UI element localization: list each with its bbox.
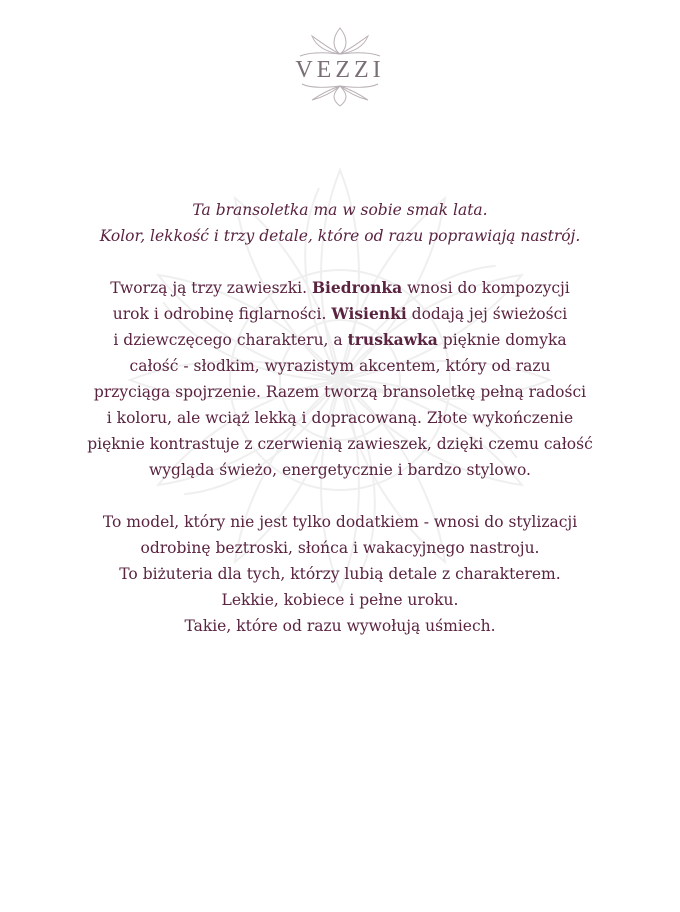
- text-line: całość - słodkim, wyrazistym akcentem, który od razu: [129, 357, 551, 375]
- brand-logo: [290, 24, 390, 108]
- text-span: pięknie domyka: [442, 331, 567, 349]
- intro-line: Ta bransoletka ma w sobie smak lata.: [192, 201, 488, 219]
- brand-name: VEZZI: [295, 57, 385, 83]
- charm-name-ladybug: Biedronka: [311, 278, 403, 297]
- text-line: Lekkie, kobiece i pełne uroku.: [221, 591, 459, 609]
- paragraph-charms: [20, 275, 660, 483]
- description: [20, 197, 660, 665]
- intro-line: Kolor, lekkość i trzy detale, które od razu poprawiają nastrój.: [99, 227, 581, 245]
- text-line: [20, 327, 660, 353]
- intro: [20, 197, 660, 249]
- text-line: odrobinę beztroski, słońca i wakacyjnego nastroju.: [140, 539, 540, 557]
- text-line: [20, 275, 660, 301]
- text-line: wygląda świeżo, energetycznie i bardzo stylowo.: [149, 461, 531, 479]
- text-line: To biżuteria dla tych, którzy lubią detale z charakterem.: [119, 565, 561, 583]
- text-line: Takie, które od razu wywołują uśmiech.: [184, 617, 496, 635]
- paragraph-summary: [20, 509, 660, 639]
- charm-name-cherries: Wisienki: [331, 304, 407, 323]
- text-line: pięknie kontrastuje z czerwienią zawieszek, dzięki czemu całość: [87, 435, 593, 453]
- text-line: To model, który nie jest tylko dodatkiem - wnosi do stylizacji: [102, 513, 578, 531]
- text-line: i koloru, ale wciąż lekką i dopracowaną. Złote wykończenie: [106, 409, 574, 427]
- text-span: wnosi do kompozycji: [407, 279, 570, 297]
- charm-name-strawberry: truskawka: [347, 330, 438, 349]
- text-span: Tworzą ją trzy zawieszki.: [110, 279, 307, 297]
- text-span: i dziewczęcego charakteru, a: [113, 331, 343, 349]
- text-line: [20, 301, 660, 327]
- text-line: przyciąga spojrzenie. Razem tworzą bransoletkę pełną radości: [93, 383, 587, 401]
- text-span: urok i odrobinę figlarności.: [112, 305, 327, 323]
- text-span: dodają jej świeżości: [411, 305, 568, 323]
